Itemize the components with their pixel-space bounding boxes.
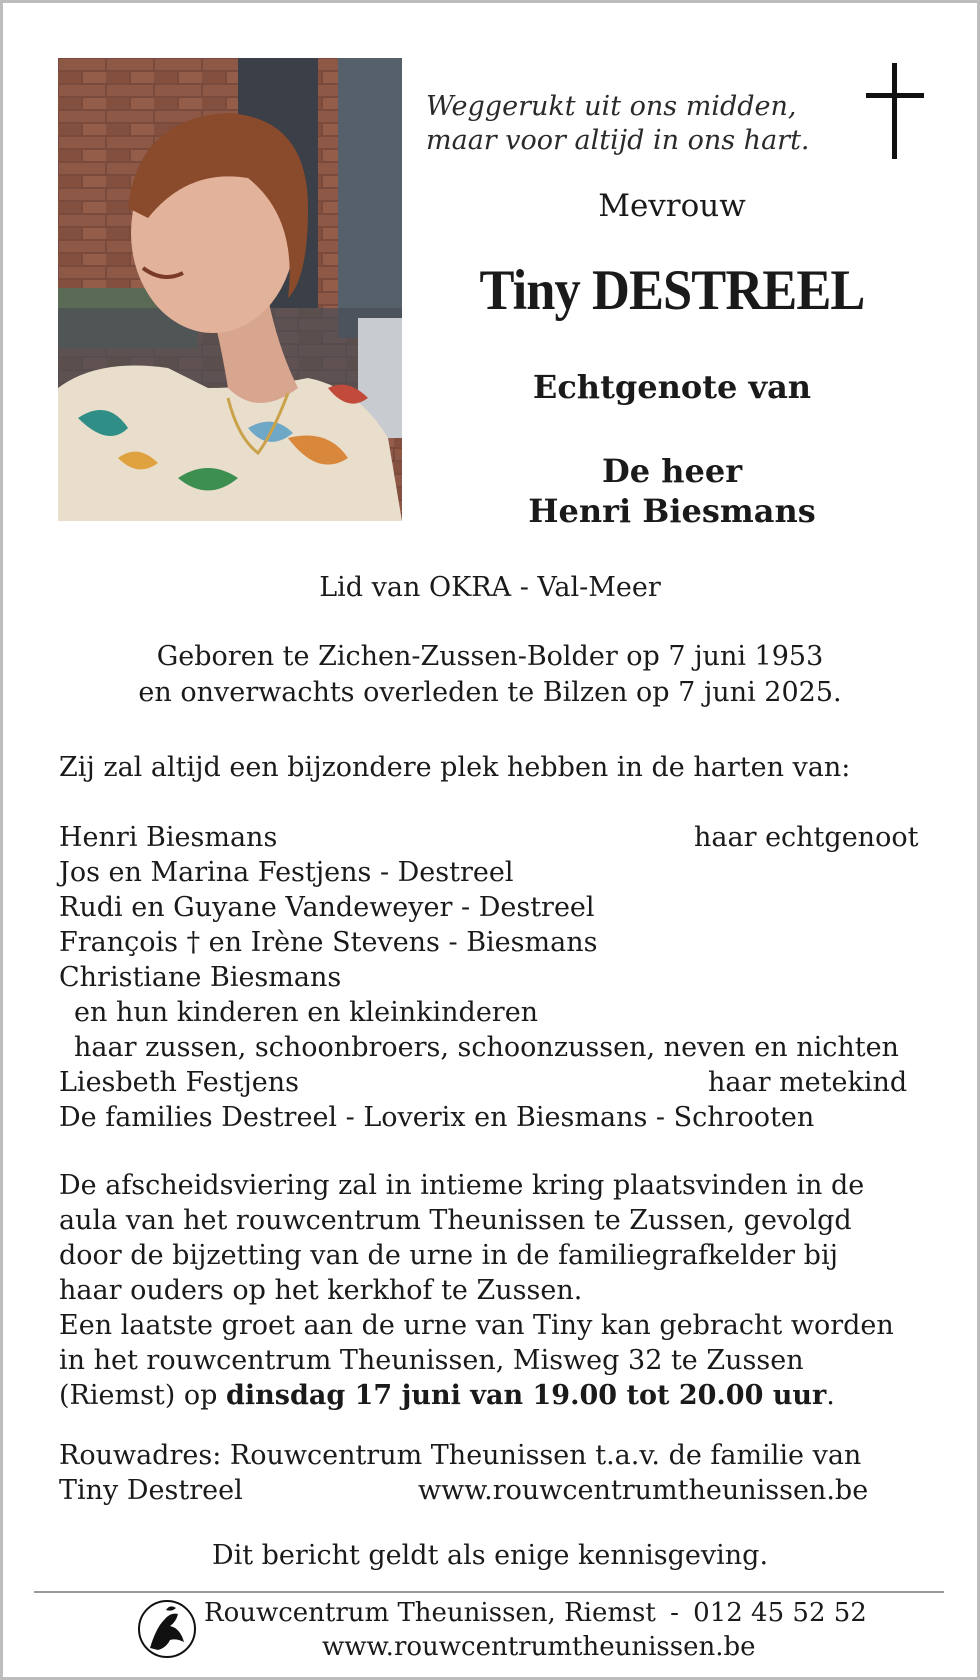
footer-company: Rouwcentrum Theunissen, Riemst [204,1598,656,1628]
ceremony-paragraph [59,1168,929,1413]
memorial-quote [426,90,810,158]
address-name: Tiny Destreel [59,1475,243,1506]
mourner-name: Jos en Marina Festjens - Destreel [59,857,514,888]
mourner-name: haar zussen, schoonbroers, schoonzussen, neven en nichten [74,1032,899,1063]
ceremony-line: in het rouwcentrum Theunissen, Misweg 32 te Zussen [59,1345,804,1376]
notice-line: Dit bericht geldt als enige kennisgeving. [211,1540,769,1571]
footer-website-link[interactable]: www.rouwcentrumtheunissen.be [322,1632,756,1662]
mourner-role: haar metekind [708,1067,908,1098]
visitation-time: dinsdag 17 juni van 19.00 tot 20.00 uur [226,1380,827,1411]
spouse-title: De heer [601,452,743,490]
quote-line-1: Weggerukt uit ons midden, [426,91,797,122]
mourner-name: Liesbeth Festjens [59,1067,300,1098]
mourner-role: haar echtgenoot [694,822,919,853]
mourners-intro: Zij zal altijd een bijzondere plek hebben in de harten van: [59,752,851,783]
portrait-photo [58,58,402,521]
footer-phone[interactable]: 012 45 52 52 [693,1598,867,1628]
footer-company-line: Rouwcentrum Theunissen, Riemst - 012 45 52 52 [204,1598,867,1628]
funeral-home-logo-icon [136,1598,198,1660]
ceremony-line: De afscheidsviering zal in intieme kring plaatsvinden in de [59,1170,865,1201]
mourner-name: De families Destreel - Loverix en Biesmans - Schrooten [59,1102,815,1133]
footer-divider [34,1591,944,1593]
honorific: Mevrouw [598,188,746,224]
mourner-name: Christiane Biesmans [59,962,342,993]
deceased-name: Tiny DESTREEL [479,259,865,322]
ceremony-line: (Riemst) op dinsdag 17 juni van 19.00 tot 20.00 uur. [59,1380,835,1411]
address-line: Rouwadres: Rouwcentrum Theunissen t.a.v. de familie van [59,1440,862,1471]
ceremony-line: door de bijzetting van de urne in de familiegrafkelder bij [59,1240,838,1271]
ceremony-line: Een laatste groet aan de urne van Tiny kan gebracht worden [59,1310,894,1341]
ceremony-line: haar ouders op het kerkhof te Zussen. [59,1275,583,1306]
membership-line: Lid van OKRA - Val-Meer [319,572,661,603]
death-line: en onverwachts overleden te Bilzen op 7 juni 2025. [138,677,842,708]
mourner-name: François † en Irène Stevens - Biesmans [59,927,598,958]
website-link[interactable]: www.rouwcentrumtheunissen.be [418,1475,869,1506]
mourner-name: Henri Biesmans [59,822,278,853]
mourner-name: en hun kinderen en kleinkinderen [74,997,539,1028]
ceremony-line: aula van het rouwcentrum Theunissen te Zussen, gevolgd [59,1205,852,1236]
mourner-name: Rudi en Guyane Vandeweyer - Destreel [59,892,595,923]
cross-icon [866,63,924,159]
quote-line-2: maar voor altijd in ons hart. [426,125,810,156]
birth-line: Geboren te Zichen-Zussen-Bolder op 7 juni 1953 [156,641,824,672]
spouse-name: Henri Biesmans [528,492,816,530]
relation-label: Echtgenote van [532,368,812,406]
